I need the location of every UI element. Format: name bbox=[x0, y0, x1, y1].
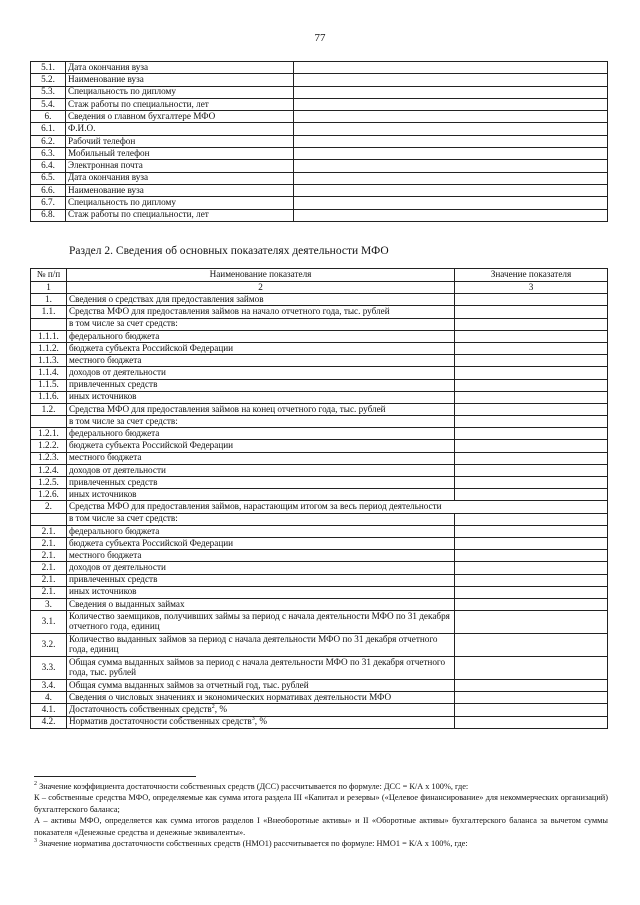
row-number: 2.1. bbox=[31, 525, 67, 537]
row-number: 1.2.5. bbox=[31, 477, 67, 489]
footnote-ref: 2 bbox=[211, 704, 215, 711]
row-number: 1.2.3. bbox=[31, 452, 67, 464]
table-row bbox=[31, 172, 608, 184]
row-label-text: Достаточность собственных средств bbox=[69, 704, 212, 715]
row-value bbox=[294, 86, 608, 98]
row-label bbox=[67, 598, 455, 610]
row-label bbox=[67, 477, 455, 489]
row-label: Ф.И.О. bbox=[66, 123, 294, 135]
row-value bbox=[455, 379, 608, 391]
row-value bbox=[455, 586, 608, 598]
table-row bbox=[31, 692, 608, 704]
row-label bbox=[67, 367, 455, 379]
row-value bbox=[294, 98, 608, 110]
row-label: Специальность по диплому bbox=[66, 197, 294, 209]
row-value bbox=[455, 562, 608, 574]
section-title: Раздел 2. Сведения об основных показателях деятельности МФО bbox=[69, 245, 389, 257]
row-value bbox=[455, 550, 608, 562]
row-value bbox=[294, 135, 608, 147]
row-label-text: иных источников bbox=[69, 391, 137, 402]
table-row bbox=[31, 680, 608, 692]
row-label bbox=[67, 525, 455, 537]
row-label-text: привлеченных средств bbox=[69, 379, 158, 390]
table-row bbox=[31, 74, 608, 86]
row-label bbox=[67, 550, 455, 562]
row-label bbox=[67, 611, 455, 634]
row-number: 3.3. bbox=[31, 657, 67, 680]
table-row bbox=[31, 306, 608, 318]
row-label: Электронная почта bbox=[66, 160, 294, 172]
row-label: Дата окончания вуза bbox=[66, 62, 294, 74]
row-label-text: Средства МФО для предоставления займов на начало отчетного года, тыс. рублей bbox=[69, 306, 390, 317]
row-number bbox=[31, 416, 67, 428]
table-row bbox=[31, 197, 608, 209]
row-label bbox=[67, 416, 455, 428]
table-row bbox=[31, 367, 608, 379]
row-label-text: Общая сумма выданных займов за отчетный год, тыс. рублей bbox=[69, 679, 309, 690]
table-row bbox=[31, 634, 608, 657]
table-row bbox=[31, 416, 608, 428]
header-num: № п/п bbox=[31, 269, 67, 282]
row-value bbox=[455, 598, 608, 610]
row-value bbox=[455, 489, 608, 501]
row-label-tail: , % bbox=[214, 704, 228, 715]
row-value bbox=[455, 716, 608, 728]
table-row bbox=[31, 586, 608, 598]
row-label-text: иных источников bbox=[69, 586, 137, 597]
row-label-text: федерального бюджета bbox=[69, 330, 160, 341]
row-value bbox=[455, 403, 608, 415]
table-row bbox=[31, 704, 608, 716]
row-label-text: бюджета субъекта Российской Федерации bbox=[69, 537, 234, 548]
row-label-text: в том числе за счет средств: bbox=[69, 415, 178, 426]
row-number: 4.1. bbox=[31, 704, 67, 716]
row-label-text: в том числе за счет средств: bbox=[69, 318, 178, 329]
colnum-2: 2 bbox=[67, 282, 455, 294]
table-row bbox=[31, 611, 608, 634]
row-label bbox=[67, 574, 455, 586]
row-number: 1.1.6. bbox=[31, 391, 67, 403]
row-label-text: местного бюджета bbox=[69, 549, 142, 560]
header-name: Наименование показателя bbox=[67, 269, 455, 282]
row-value bbox=[294, 62, 608, 74]
row-value bbox=[455, 525, 608, 537]
row-value bbox=[294, 184, 608, 196]
footnote-3: $^3$ Значение норматива достаточности собственных средств (НМО1) рассчитывается по формуле: НМО1 = К/А х 100%, где: bbox=[34, 838, 468, 849]
row-number: 1.2. bbox=[31, 403, 67, 415]
row-value bbox=[455, 611, 608, 634]
row-number: 3.4. bbox=[31, 680, 67, 692]
table-row bbox=[31, 342, 608, 354]
row-label bbox=[67, 464, 455, 476]
row-label-text: в том числе за счет средств: bbox=[69, 513, 178, 524]
row-label-text: Сведения о числовых значениях и экономических нормативах деятельности МФО bbox=[69, 692, 392, 703]
row-label-text: доходов от деятельности bbox=[69, 562, 166, 573]
row-label-text: доходов от деятельности bbox=[69, 464, 166, 475]
row-number: 5.4. bbox=[31, 98, 66, 110]
row-label-text: Количество выданных займов за период с начала деятельности МФО по 31 декабря отчетного года, единиц bbox=[69, 634, 438, 655]
table-row bbox=[31, 148, 608, 160]
row-value bbox=[455, 634, 608, 657]
row-label bbox=[67, 692, 455, 704]
row-value bbox=[294, 160, 608, 172]
row-number: 3.1. bbox=[31, 611, 67, 634]
table-row bbox=[31, 464, 608, 476]
footnote-2: $^2$ Значение коэффициента достаточности собственных средств (ДСС) рассчитывается по формуле: ДСС = К/А х 100%, где: bbox=[34, 781, 469, 791]
row-value bbox=[294, 111, 608, 123]
row-value bbox=[294, 74, 608, 86]
table-row bbox=[31, 379, 608, 391]
footnote-2-a: А – активы МФО, определяется как сумма итогов разделов I «Внеоборотные активы» и II «Оборотные активы» бухгалтерского баланса за вычетом суммы показателя «Денежные средства и денежные эквиваленты». bbox=[34, 816, 608, 837]
table-row bbox=[31, 135, 608, 147]
row-value bbox=[455, 355, 608, 367]
row-label bbox=[67, 680, 455, 692]
table-row bbox=[31, 318, 608, 330]
row-label: Сведения о главном бухгалтере МФО bbox=[66, 111, 294, 123]
footnotes bbox=[34, 781, 608, 850]
row-value bbox=[455, 367, 608, 379]
row-label bbox=[67, 537, 455, 549]
row-value bbox=[455, 294, 608, 306]
table-header-row bbox=[31, 269, 608, 282]
row-number: 1. bbox=[31, 294, 67, 306]
row-number: 1.1. bbox=[31, 306, 67, 318]
row-label bbox=[67, 330, 455, 342]
table-row bbox=[31, 98, 608, 110]
row-value bbox=[455, 574, 608, 586]
row-number: 1.2.6. bbox=[31, 489, 67, 501]
table-row bbox=[31, 391, 608, 403]
table-row bbox=[31, 716, 608, 728]
row-label bbox=[67, 306, 455, 318]
table-row bbox=[31, 562, 608, 574]
row-number: 2.1. bbox=[31, 562, 67, 574]
table-row bbox=[31, 123, 608, 135]
colnum-3: 3 bbox=[455, 282, 608, 294]
row-value bbox=[455, 416, 608, 428]
row-number: 6.3. bbox=[31, 148, 66, 160]
row-value bbox=[455, 342, 608, 354]
row-label bbox=[67, 440, 455, 452]
row-label-text: Количество заемщиков, получивших займы за период с начала деятельности МФО по 31 декабря отчетного года, единиц bbox=[69, 611, 450, 632]
row-number: 4. bbox=[31, 692, 67, 704]
table-row bbox=[31, 86, 608, 98]
row-label: Рабочий телефон bbox=[66, 135, 294, 147]
row-label-text: бюджета субъекта Российской Федерации bbox=[69, 342, 234, 353]
row-value bbox=[455, 330, 608, 342]
table-row bbox=[31, 525, 608, 537]
row-value bbox=[455, 452, 608, 464]
row-label bbox=[67, 716, 455, 728]
row-label bbox=[67, 428, 455, 440]
row-number: 6.8. bbox=[31, 209, 66, 221]
row-label: Мобильный телефон bbox=[66, 148, 294, 160]
table-row bbox=[31, 428, 608, 440]
row-value bbox=[455, 680, 608, 692]
row-label-tail: , % bbox=[254, 716, 267, 727]
staff-info-table bbox=[30, 61, 608, 222]
table-row bbox=[31, 574, 608, 586]
row-value bbox=[455, 318, 608, 330]
row-label-text: местного бюджета bbox=[69, 354, 142, 365]
row-label bbox=[67, 342, 455, 354]
row-value bbox=[294, 123, 608, 135]
footnote-separator bbox=[34, 776, 196, 777]
row-value bbox=[294, 148, 608, 160]
indicators-table bbox=[30, 268, 608, 729]
table-row bbox=[31, 160, 608, 172]
row-number: 1.1.5. bbox=[31, 379, 67, 391]
row-number: 3.2. bbox=[31, 634, 67, 657]
row-value bbox=[455, 704, 608, 716]
row-value bbox=[455, 428, 608, 440]
table-row bbox=[31, 440, 608, 452]
table-row bbox=[31, 294, 608, 306]
row-label: Стаж работы по специальности, лет bbox=[66, 209, 294, 221]
footnote-2-k: К – собственные средства МФО, определяемые как сумма итога раздела III «Капитал и резервы» («Целевое финансирование» для некоммерческих организаций) бухгалтерского баланса; bbox=[34, 793, 608, 814]
table-row bbox=[31, 489, 608, 501]
row-label bbox=[67, 634, 455, 657]
page-number: 77 bbox=[314, 32, 326, 44]
row-label: Дата окончания вуза bbox=[66, 172, 294, 184]
row-number: 2.1. bbox=[31, 537, 67, 549]
row-value bbox=[294, 209, 608, 221]
row-number: 5.3. bbox=[31, 86, 66, 98]
row-number: 6.6. bbox=[31, 184, 66, 196]
row-label-text: Норматив достаточности собственных средств bbox=[69, 716, 252, 727]
row-number: 6.4. bbox=[31, 160, 66, 172]
row-value bbox=[455, 391, 608, 403]
row-value bbox=[455, 306, 608, 318]
table-row bbox=[31, 403, 608, 415]
row-number: 1.2.2. bbox=[31, 440, 67, 452]
table-row bbox=[31, 537, 608, 549]
row-label bbox=[67, 657, 455, 680]
table-row bbox=[31, 513, 608, 525]
row-number: 2.1. bbox=[31, 586, 67, 598]
row-value bbox=[294, 172, 608, 184]
row-number: 5.2. bbox=[31, 74, 66, 86]
row-number: 2.1. bbox=[31, 550, 67, 562]
table-row bbox=[31, 355, 608, 367]
row-value bbox=[455, 513, 608, 525]
row-number: 5.1. bbox=[31, 62, 66, 74]
row-label bbox=[67, 452, 455, 464]
row-number bbox=[31, 318, 67, 330]
row-number: 1.2.4. bbox=[31, 464, 67, 476]
row-label-text: федерального бюджета bbox=[69, 525, 160, 536]
row-number: 2.1. bbox=[31, 574, 67, 586]
row-number: 1.1.2. bbox=[31, 342, 67, 354]
row-value bbox=[455, 657, 608, 680]
row-label-text: Средства МФО для предоставления займов на конец отчетного года, тыс. рублей bbox=[69, 403, 386, 414]
row-number: 6.5. bbox=[31, 172, 66, 184]
table-row bbox=[31, 209, 608, 221]
row-value bbox=[455, 537, 608, 549]
row-label: Стаж работы по специальности, лет bbox=[66, 98, 294, 110]
row-number: 6.7. bbox=[31, 197, 66, 209]
row-label bbox=[67, 586, 455, 598]
table-row bbox=[31, 184, 608, 196]
row-label-text: иных источников bbox=[69, 488, 137, 499]
table-row bbox=[31, 62, 608, 74]
row-number: 4.2. bbox=[31, 716, 67, 728]
row-label-text: доходов от деятельности bbox=[69, 367, 166, 378]
table-row bbox=[31, 477, 608, 489]
row-label bbox=[67, 379, 455, 391]
row-label bbox=[67, 501, 608, 513]
row-label bbox=[67, 562, 455, 574]
footnote-ref: 3 bbox=[251, 716, 255, 723]
row-value bbox=[455, 692, 608, 704]
table-row bbox=[31, 550, 608, 562]
table-row bbox=[31, 452, 608, 464]
row-number: 6.1. bbox=[31, 123, 66, 135]
table-row bbox=[31, 111, 608, 123]
row-label-text: Средства МФО для предоставления займов, нарастающим итогом за весь период деятельности bbox=[69, 501, 442, 512]
row-label-text: Сведения о выданных займах bbox=[69, 598, 185, 609]
row-label bbox=[67, 318, 455, 330]
header-value: Значение показателя bbox=[455, 269, 608, 282]
row-label-text: Общая сумма выданных займов за период с начала деятельности МФО по 31 декабря отчетного года, тыс. рублей bbox=[69, 657, 446, 678]
colnum-1: 1 bbox=[31, 282, 67, 294]
row-label-text: местного бюджета bbox=[69, 452, 142, 463]
row-label-text: федерального бюджета bbox=[69, 428, 160, 439]
row-label bbox=[67, 403, 455, 415]
row-number: 2. bbox=[31, 501, 67, 513]
row-label: Наименование вуза bbox=[66, 74, 294, 86]
row-label-text: привлеченных средств bbox=[69, 476, 158, 487]
row-number: 6.2. bbox=[31, 135, 66, 147]
table-row bbox=[31, 501, 608, 513]
row-number: 3. bbox=[31, 598, 67, 610]
row-number: 1.1.3. bbox=[31, 355, 67, 367]
table-row bbox=[31, 598, 608, 610]
row-value bbox=[455, 477, 608, 489]
row-label-text: Сведения о средствах для предоставления займов bbox=[69, 293, 264, 304]
row-label bbox=[67, 391, 455, 403]
row-number: 1.1.4. bbox=[31, 367, 67, 379]
row-value bbox=[455, 440, 608, 452]
row-value bbox=[294, 197, 608, 209]
row-label-text: привлеченных средств bbox=[69, 574, 158, 585]
table-row bbox=[31, 330, 608, 342]
row-label-text: бюджета субъекта Российской Федерации bbox=[69, 440, 234, 451]
row-label: Специальность по диплому bbox=[66, 86, 294, 98]
row-label bbox=[67, 513, 455, 525]
row-label bbox=[67, 355, 455, 367]
row-number bbox=[31, 513, 67, 525]
row-label: Наименование вуза bbox=[66, 184, 294, 196]
row-label bbox=[67, 294, 455, 306]
table-row bbox=[31, 657, 608, 680]
row-label bbox=[67, 704, 455, 716]
column-number-row bbox=[31, 282, 608, 294]
row-number: 6. bbox=[31, 111, 66, 123]
row-label bbox=[67, 489, 455, 501]
row-number: 1.2.1. bbox=[31, 428, 67, 440]
row-value bbox=[455, 464, 608, 476]
row-number: 1.1.1. bbox=[31, 330, 67, 342]
